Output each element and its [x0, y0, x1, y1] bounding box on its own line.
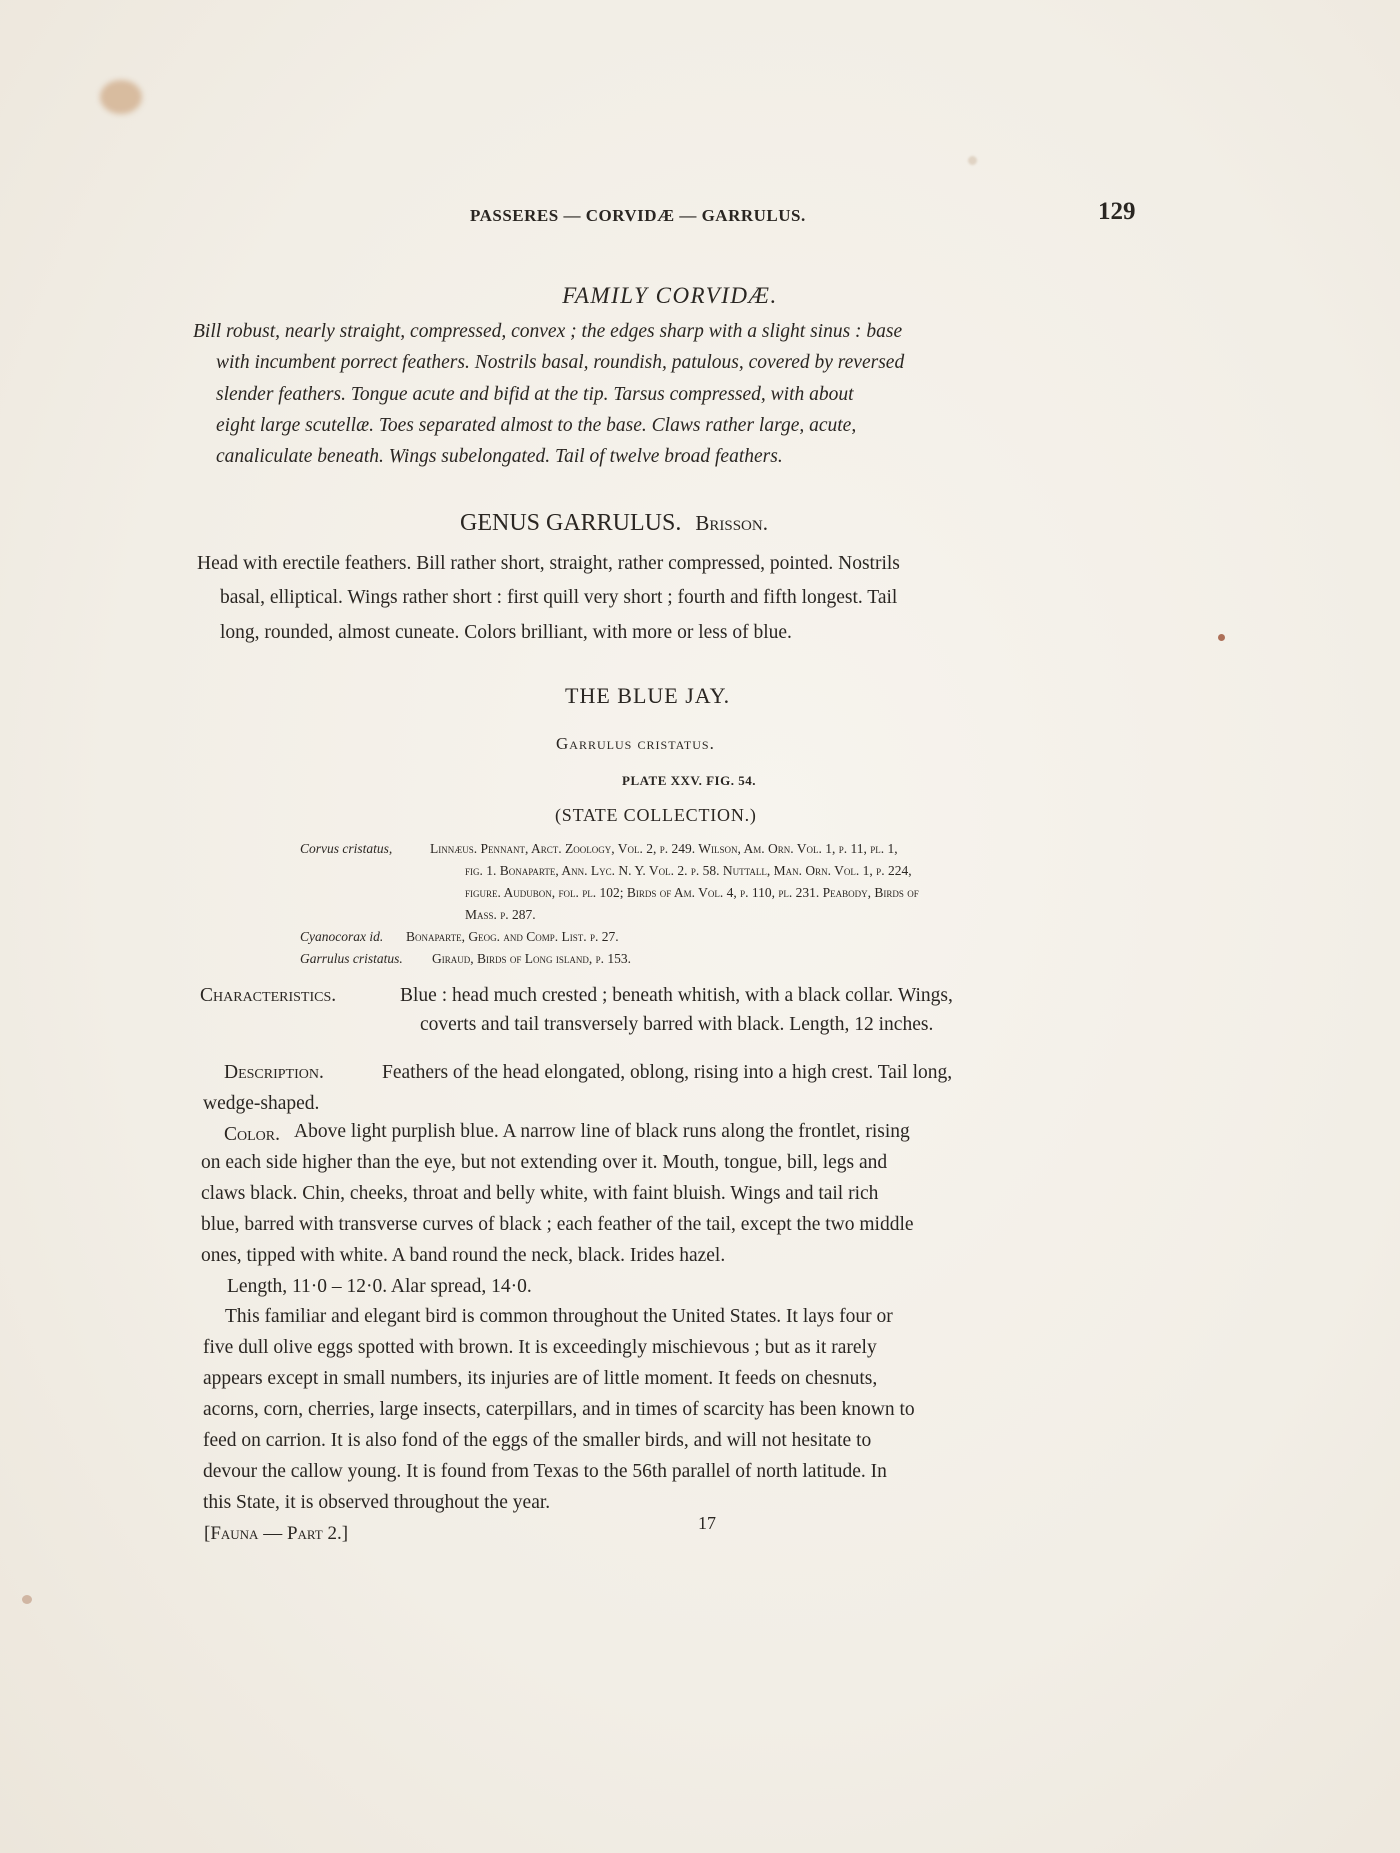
text-line: slender feathers. Tongue acute and bifid at the tip. Tarsus compressed, with about [216, 384, 854, 405]
foxing-stain [22, 1595, 32, 1604]
text-line: blue, barred with transverse curves of black ; each feather of the tail, except the two middle [201, 1214, 914, 1235]
genus-authority: Brisson. [695, 511, 768, 535]
collection-note: (STATE COLLECTION.) [555, 805, 757, 825]
description-label: Description. [224, 1062, 324, 1083]
text-line: with incumbent porrect feathers. Nostrils basal, roundish, patulous, covered by reversed [216, 352, 905, 373]
foxing-stain [100, 80, 142, 114]
foxing-stain [968, 156, 977, 165]
text-line: coverts and tail transversely barred with black. Length, 12 inches. [420, 1014, 934, 1035]
text-line: long, rounded, almost cuneate. Colors brilliant, with more or less of blue. [220, 622, 792, 643]
text-line: canaliculate beneath. Wings subelongated. Tail of twelve broad feathers. [216, 446, 783, 467]
synonym-reference: figure. Audubon, fol. pl. 102; Birds of Am. Vol. 4, p. 110, pl. 231. Peabody, Birds of [465, 885, 919, 900]
synonym-name: Garrulus cristatus. [300, 951, 403, 966]
synonym-name: Cyanocorax id. [300, 929, 384, 944]
genus-name: GENUS GARRULUS. [460, 510, 682, 536]
synonym-reference: Linnæus. Pennant, Arct. Zoology, Vol. 2, p. 249. Wilson, Am. Orn. Vol. 1, p. 11, pl. 1, [430, 841, 898, 856]
color-label: Color. [224, 1124, 280, 1145]
text-line: acorns, corn, cherries, large insects, caterpillars, and in times of scarcity has been known to [203, 1399, 915, 1420]
synonym-name: Corvus cristatus, [300, 841, 393, 856]
measurements-line: Length, 11·0 – 12·0. Alar spread, 14·0. [227, 1276, 532, 1297]
text-line: Blue : head much crested ; beneath whitish, with a black collar. Wings, [400, 985, 953, 1006]
text-line: eight large scutellæ. Toes separated almost to the base. Claws rather large, acute, [216, 415, 857, 436]
text-line: five dull olive eggs spotted with brown. It is exceedingly mischievous ; but as it rarely [203, 1337, 877, 1358]
text-line: feed on carrion. It is also fond of the eggs of the smaller birds, and will not hesitate to [203, 1430, 872, 1451]
ink-spot [1218, 634, 1225, 641]
synonym-reference: fig. 1. Bonaparte, Ann. Lyc. N. Y. Vol. 2. p. 58. Nuttall, Man. Orn. Vol. 1, p. 224, [465, 863, 912, 878]
species-latin-name: Garrulus cristatus. [556, 734, 715, 753]
text-line: Feathers of the head elongated, oblong, rising into a high crest. Tail long, [382, 1062, 953, 1083]
characteristics-label: Characteristics. [200, 985, 337, 1006]
synonym-reference: Mass. p. 287. [465, 907, 536, 922]
text-line: this State, it is observed throughout the year. [203, 1492, 551, 1513]
signature-mark: 17 [698, 1513, 716, 1533]
folio-note: [Fauna — Part 2.] [204, 1523, 349, 1544]
text-line: appears except in small numbers, its injuries are of little moment. It feeds on chesnuts, [203, 1368, 878, 1389]
family-title: FAMILY CORVIDÆ. [562, 283, 778, 308]
text-line: This familiar and elegant bird is common throughout the United States. It lays four or [225, 1306, 893, 1327]
text-line: Bill robust, nearly straight, compressed, convex ; the edges sharp with a slight sinus : base [193, 321, 903, 342]
page-number: 129 [1098, 198, 1136, 225]
plate-reference: PLATE XXV. FIG. 54. [622, 773, 756, 788]
genus-title [460, 510, 768, 537]
synonym-reference: Giraud, Birds of Long island, p. 153. [432, 951, 632, 966]
species-common-name: THE BLUE JAY. [565, 683, 731, 708]
text-line: claws black. Chin, cheeks, throat and belly white, with faint bluish. Wings and tail rich [201, 1183, 879, 1204]
text-line: wedge-shaped. [203, 1093, 320, 1114]
running-head: PASSERES — CORVIDÆ — GARRULUS. [470, 206, 806, 225]
text-line: devour the callow young. It is found from Texas to the 56th parallel of north latitude. In [203, 1461, 887, 1482]
text-line: Above light purplish blue. A narrow line of black runs along the frontlet, rising [294, 1121, 910, 1142]
text-line: basal, elliptical. Wings rather short : first quill very short ; fourth and fifth longest. Tail [220, 587, 898, 608]
text-line: on each side higher than the eye, but not extending over it. Mouth, tongue, bill, legs and [201, 1152, 888, 1173]
text-line: ones, tipped with white. A band round the neck, black. Irides hazel. [201, 1245, 726, 1266]
synonym-reference: Bonaparte, Geog. and Comp. List. p. 27. [406, 929, 619, 944]
text-line: Head with erectile feathers. Bill rather short, straight, rather compressed, pointed. Nostrils [197, 553, 900, 574]
